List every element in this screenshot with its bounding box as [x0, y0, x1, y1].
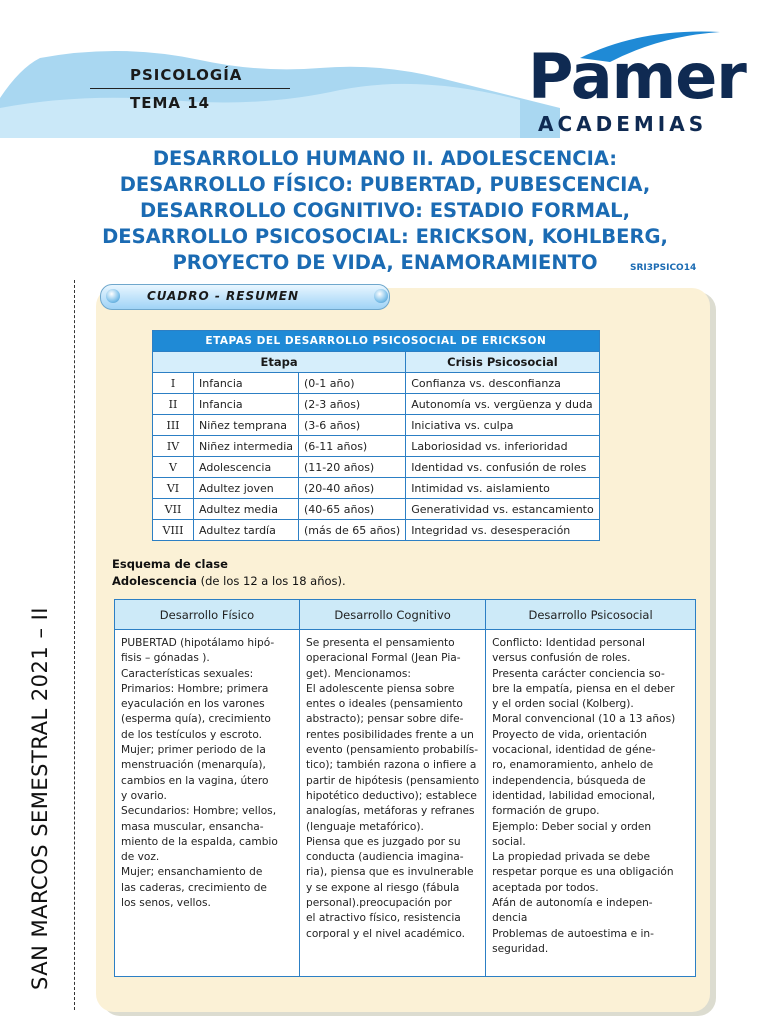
stage-number: VII — [153, 499, 194, 520]
stage-name: Niñez intermedia — [194, 436, 299, 457]
column-header-crisis: Crisis Psicosocial — [406, 352, 600, 373]
text-line: dencia — [492, 912, 528, 925]
header-divider — [90, 88, 290, 89]
logo-name: Pamer — [528, 40, 746, 113]
text-line: Presenta carácter conciencia so- — [492, 667, 665, 680]
text-line: Características sexuales: — [121, 667, 254, 680]
table-row — [153, 499, 600, 520]
stage-name: Adultez media — [194, 499, 299, 520]
text-line: ro, enamoramiento, anhelo de — [492, 759, 654, 772]
text-line: fisis – gónadas ). — [121, 652, 210, 665]
column-header-stage: Etapa — [153, 352, 406, 373]
text-line: analogías, metáforas y refranes — [306, 805, 475, 818]
text-line: tico); también razona o infiere a — [306, 759, 477, 772]
text-line: Proyecto de vida, orientación — [492, 728, 647, 741]
text-line: identidad, labilidad emocional, — [492, 789, 656, 802]
text-line: Se presenta el pensamiento — [306, 637, 455, 649]
stage-crisis: Integridad vs. desesperación — [406, 520, 600, 541]
text-line: (lenguaje metafórico). — [306, 820, 424, 833]
text-line: eyaculación en los varones — [121, 698, 265, 711]
stage-age: (20-40 años) — [299, 478, 406, 499]
side-dashed-line — [74, 280, 75, 1010]
stage-crisis: Autonomía vs. vergüenza y duda — [406, 394, 600, 415]
text-line: Mujer; primer periodo de la — [121, 744, 266, 757]
column-header-cognitive: Desarrollo Cognitivo — [300, 600, 486, 630]
text-line: y se expone al riesgo (fábula — [306, 881, 460, 894]
text-line: bre la empatía, piensa en el deber — [492, 682, 675, 695]
text-line: independencia, búsqueda de — [492, 774, 646, 787]
table-row — [153, 520, 600, 541]
physical-development-cell — [115, 630, 300, 977]
text-line: Primarios: Hombre; primera — [121, 682, 269, 695]
esquema-title: Esquema de clase — [112, 557, 228, 571]
text-line: vocacional, identidad de géne- — [492, 744, 656, 757]
text-line: los senos, vellos. — [121, 897, 211, 910]
table-row — [153, 415, 600, 436]
text-line: conducta (audiencia imagina- — [306, 851, 464, 864]
stage-name: Infancia — [194, 394, 299, 415]
text-line: abstracto); pensar sobre dife- — [306, 713, 464, 726]
text-line: evento (pensamiento probabilís- — [306, 744, 479, 757]
page-title — [40, 146, 730, 276]
text-line: operacional Formal (Jean Pia- — [306, 652, 461, 665]
text-line: masa muscular, ensancha- — [121, 820, 264, 833]
text-line: de los testículos y escroto. — [121, 728, 262, 741]
text-line: formación de grupo. — [492, 805, 600, 818]
summary-tab-label: CUADRO - RESUMEN — [147, 289, 300, 303]
esquema-subtitle-bold: Adolescencia — [112, 574, 197, 588]
table-row — [153, 373, 600, 394]
stage-age: (3-6 años) — [299, 415, 406, 436]
table-row — [153, 394, 600, 415]
text-line: aceptada por todos. — [492, 881, 599, 894]
stage-crisis: Iniciativa vs. culpa — [406, 415, 600, 436]
text-line: social. — [492, 835, 526, 848]
text-line: cambios en la vagina, útero — [121, 774, 269, 787]
table-row — [153, 436, 600, 457]
title-line: DESARROLLO PSICOSOCIAL: ERICKSON, KOHLBERG, — [102, 225, 668, 248]
text-line: Piensa que es juzgado por su — [306, 835, 461, 848]
table-row — [153, 478, 600, 499]
text-line: Conflicto: Identidad personal — [492, 637, 645, 649]
text-line: Afán de autonomía e indepen- — [492, 897, 653, 910]
text-line: de voz. — [121, 851, 160, 864]
text-line: Mujer; ensanchamiento de — [121, 866, 263, 879]
stage-crisis: Laboriosidad vs. inferioridad — [406, 436, 600, 457]
stage-age: (11-20 años) — [299, 457, 406, 478]
development-table — [114, 599, 696, 977]
text-line: respetar porque es una obligación — [492, 866, 674, 879]
stage-name: Adolescencia — [194, 457, 299, 478]
stage-number: V — [153, 457, 194, 478]
bullet-icon — [374, 289, 388, 303]
text-line: Problemas de autoestima e in- — [492, 927, 654, 940]
stage-number: VIII — [153, 520, 194, 541]
stage-crisis: Confianza vs. desconfianza — [406, 373, 600, 394]
esquema-subtitle — [112, 574, 346, 588]
stage-number: IV — [153, 436, 194, 457]
stage-number: VI — [153, 478, 194, 499]
title-line: DESARROLLO FÍSICO: PUBERTAD, PUBESCENCIA, — [119, 173, 651, 196]
stage-crisis: Intimidad vs. aislamiento — [406, 478, 600, 499]
stage-age: (más de 65 años) — [299, 520, 406, 541]
stage-number: I — [153, 373, 194, 394]
text-line: entes o ideales (pensamiento — [306, 698, 463, 711]
stage-number: II — [153, 394, 194, 415]
text-line: Secundarios: Hombre; vellos, — [121, 805, 277, 818]
text-line: y el orden social (Kolberg). — [492, 698, 634, 711]
text-line: ria), piensa que es invulnerable — [306, 866, 474, 879]
text-line: get). Mencionamos: — [306, 667, 411, 680]
text-line: las caderas, crecimiento de — [121, 881, 267, 894]
stage-age: (0-1 año) — [299, 373, 406, 394]
psychosocial-development-cell — [486, 630, 696, 977]
subject-label: PSICOLOGÍA — [130, 66, 243, 84]
stage-age: (6-11 años) — [299, 436, 406, 457]
side-semester-label: SAN MARCOS SEMESTRAL 2021 – II — [28, 606, 52, 990]
stage-name: Infancia — [194, 373, 299, 394]
text-line: miento de la espalda, cambio — [121, 835, 278, 848]
text-line: rentes posibilidades frente a un — [306, 728, 474, 741]
stage-name: Niñez temprana — [194, 415, 299, 436]
stage-age: (40-65 años) — [299, 499, 406, 520]
title-line: DESARROLLO HUMANO II. ADOLESCENCIA: — [152, 147, 618, 170]
stage-name: Adultez joven — [194, 478, 299, 499]
cognitive-development-cell — [300, 630, 486, 977]
stage-crisis: Generatividad vs. estancamiento — [406, 499, 600, 520]
stage-number: III — [153, 415, 194, 436]
text-line: menstruación (menarquía), — [121, 759, 266, 772]
text-line: (esperma quía), crecimiento — [121, 713, 271, 726]
title-line: PROYECTO DE VIDA, ENAMORAMIENTO — [172, 251, 598, 274]
text-line: el atractivo físico, resistencia — [306, 912, 461, 925]
text-line: personal).preocupación por — [306, 897, 452, 910]
text-line: El adolescente piensa sobre — [306, 682, 455, 695]
stage-crisis: Identidad vs. confusión de roles — [406, 457, 600, 478]
text-line: y ovario. — [121, 789, 167, 802]
text-line: partir de hipótesis (pensamiento — [306, 774, 480, 787]
logo-subtitle: ACADEMIAS — [538, 112, 708, 136]
text-line: Ejemplo: Deber social y orden — [492, 820, 652, 833]
bullet-icon — [106, 289, 120, 303]
stage-age: (2-3 años) — [299, 394, 406, 415]
erikson-table-body — [153, 373, 600, 541]
theme-label: TEMA 14 — [130, 94, 211, 112]
title-line: DESARROLLO COGNITIVO: ESTADIO FORMAL, — [139, 199, 630, 222]
text-line: hipotético deductivo); establece — [306, 789, 477, 802]
stage-name: Adultez tardía — [194, 520, 299, 541]
esquema-subtitle-rest: (de los 12 a los 18 años). — [196, 574, 346, 588]
text-line: versus confusión de roles. — [492, 652, 631, 665]
document-code: SRI3PSICO14 — [630, 263, 697, 273]
text-line: PUBERTAD (hipotálamo hipó- — [121, 637, 275, 649]
column-header-physical: Desarrollo Físico — [115, 600, 300, 630]
text-line: corporal y el nivel académico. — [306, 927, 466, 940]
erikson-table — [152, 330, 600, 541]
text-line: La propiedad privada se debe — [492, 851, 650, 864]
column-header-psychosocial: Desarrollo Psicosocial — [486, 600, 696, 630]
table-row — [153, 457, 600, 478]
erikson-table-caption: ETAPAS DEL DESARROLLO PSICOSOCIAL DE ERICKSON — [153, 331, 600, 352]
text-line: Moral convencional (10 a 13 años) — [492, 713, 676, 726]
text-line: seguridad. — [492, 942, 549, 955]
